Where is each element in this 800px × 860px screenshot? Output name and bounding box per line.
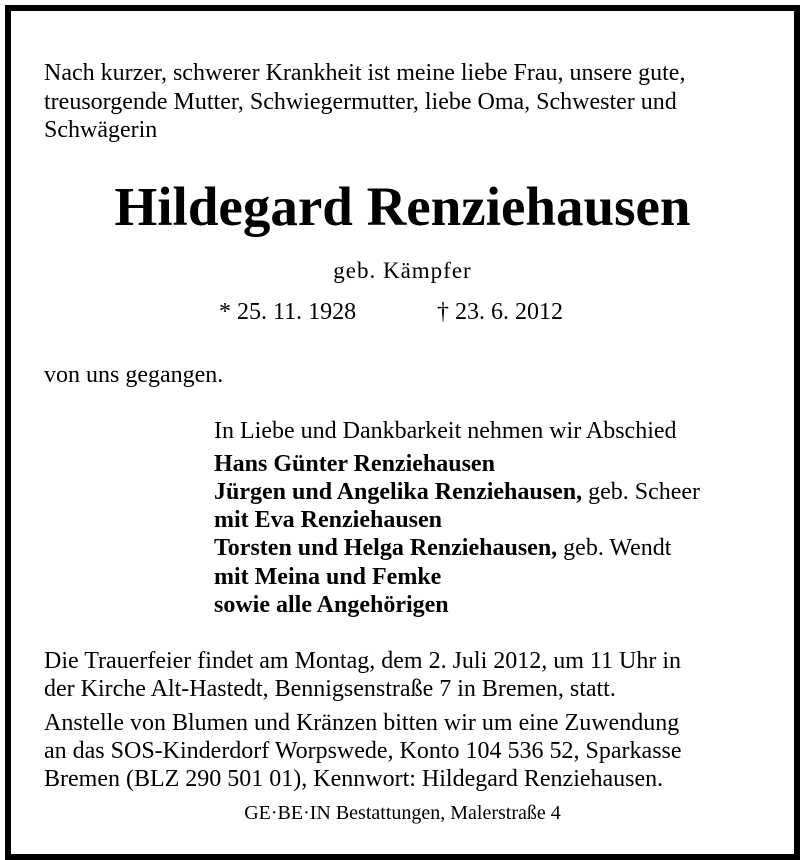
mourner-2-extra: geb. Scheer (582, 479, 701, 505)
service-line-1: Die Trauerfeier findet am Montag, dem 2. Juli 2012, um 11 Uhr in (44, 648, 682, 674)
mourner-6-name: sowie alle Angehörigen (214, 592, 449, 618)
donation-line-2: an das SOS-Kinderdorf Worpswede, Konto 104 536 52, Sparkasse (44, 738, 682, 764)
mourner-2 (214, 480, 700, 504)
mourner-1-name: Hans Günter Renziehausen (214, 451, 495, 477)
donation-line-1: Anstelle von Blumen und Kränzen bitten wir um eine Zuwendung (44, 710, 680, 736)
deceased-name: Hildegard Renziehausen (114, 176, 691, 237)
farewell-line: In Liebe und Dankbarkeit nehmen wir Abschied (214, 418, 677, 444)
birth-date: * 25. 11. 1928 (219, 299, 357, 325)
service-line-2: der Kirche Alt-Hastedt, Bennigsenstraße 7 in Bremen, statt. (44, 676, 616, 702)
undertaker-line: GE·BE·IN Bestattungen, Malerstraße 4 (244, 802, 561, 824)
mourner-3-name: mit Eva Renziehausen (214, 507, 442, 533)
life-dates (11, 300, 794, 328)
donation-line-3: Bremen (BLZ 290 501 01), Kennwort: Hildegard Renziehausen. (44, 766, 664, 792)
obituary-notice (5, 5, 800, 860)
passed-away-text: von uns gegangen. (44, 362, 224, 388)
mourner-1 (214, 452, 495, 476)
maiden-name: geb. Kämpfer (333, 258, 472, 283)
mourner-2-name: Jürgen und Angelika Renziehausen, (214, 479, 583, 505)
mourner-5 (214, 565, 441, 589)
mourner-5-name: mit Meina und Femke (214, 564, 442, 590)
intro-line-3: Schwägerin (44, 117, 158, 143)
mourner-6 (214, 593, 449, 617)
mourner-4 (214, 536, 671, 560)
mourner-4-extra: geb. Wendt (557, 535, 672, 561)
intro-line-1: Nach kurzer, schwerer Krankheit ist meine liebe Frau, unsere gute, (44, 60, 686, 86)
mourner-3 (214, 508, 442, 532)
death-date: † 23. 6. 2012 (437, 299, 563, 325)
intro-line-2: treusorgende Mutter, Schwiegermutter, liebe Oma, Schwester und (44, 89, 677, 115)
mourner-4-name: Torsten und Helga Renziehausen, (214, 535, 558, 561)
